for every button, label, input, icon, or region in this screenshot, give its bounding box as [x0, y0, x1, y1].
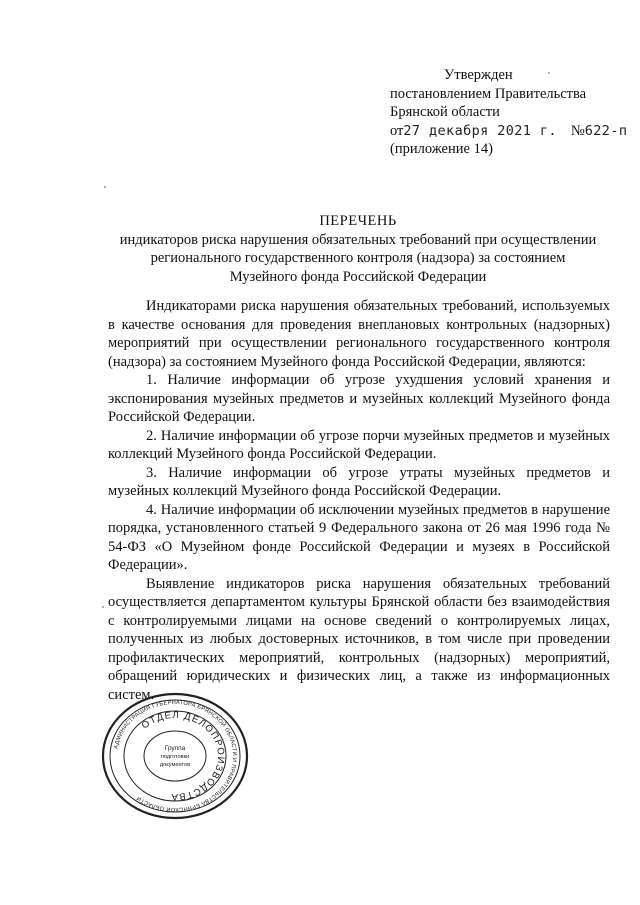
scan-speck [104, 186, 106, 188]
list-item: 2. Наличие информации об угрозе порчи музейных предметов и музейных коллекций Музейного фонда Российской Федерации. [108, 427, 610, 462]
scan-speck [102, 606, 104, 608]
date-value: 27 декабря 2021 г. [403, 122, 557, 139]
approval-title: Утвержден [444, 67, 513, 83]
approval-appendix: (приложение 14) [390, 141, 493, 157]
stamp-center-line-2: подготовки [160, 754, 190, 760]
intro-paragraph: Индикаторами риска нарушения обязательных требований, используемых в качестве основания для проведения внеплановых контрольных (надзорных) мероприятий при осуществлении регионального государственного контроля (надзора) за состоянием Музейного фонда Российской Федерации, являются: [108, 298, 610, 370]
stamp-center-line-3: документов [159, 762, 191, 768]
number-prefix: № [570, 122, 585, 139]
list-item: 4. Наличие информации об исключении музейных предметов в нарушение порядка, установленного статьей 9 Федерального закона от 26 мая 1996 года № 54-ФЗ «О Музейном фонде Российской Федерации и музеях в Российской Федерации». [108, 501, 610, 573]
list-item: 1. Наличие информации об угрозе ухудшения условий хранения и экспонирования музейных предметов и музейных коллекций Музейного фонда Российской Федерации. [108, 372, 610, 425]
scan-speck [548, 72, 550, 74]
heading-line-3: Музейного фонда Российской Федерации [229, 268, 487, 285]
number-value: 622-п [584, 122, 628, 139]
document-body [108, 297, 610, 704]
heading-line-2: регионального государственного контроля (надзора) за состоянием [150, 250, 566, 266]
heading-line-1: индикаторов риска нарушения обязательных требований при осуществлении [119, 231, 597, 248]
official-stamp [96, 690, 254, 822]
approval-decree: постановлением Правительства [390, 85, 587, 102]
closing-paragraph: Выявление индикаторов риска нарушения обязательных требований осуществляется департаментом культуры Брянской области без взаимодействия с контролируемыми лицами на основе сведений о контролируемых лицах, полученных из любых достоверных источников, в том числе при проведении профилактических мероприятий, контрольных (надзорных) мероприятий, обращений юридических и физических лиц, а также из информационных систем. [108, 575, 610, 703]
document-heading [108, 212, 608, 286]
list-item: 3. Наличие информации об угрозе утраты музейных предметов и музейных коллекций Музейного фонда Российской Федерации. [108, 464, 610, 499]
stamp-center-line-1: Группа [164, 745, 186, 752]
stamp-graphic [96, 690, 254, 822]
document-title: ПЕРЕЧЕНЬ [319, 213, 397, 229]
approval-date-line [390, 122, 630, 141]
stamp-outer-text: АДМИНИСТРАЦИЯ ГУБЕРНАТОРА БРЯНСКОЙ ОБЛАСТИ И ПРАВИТЕЛЬСТВА БРЯНСКОЙ ОБЛАСТИ [113, 699, 238, 813]
stamp-middle-text: ОТДЕЛ ДЕЛОПРОИЗВОДСТВА [139, 709, 227, 803]
approval-region: Брянской области [390, 104, 500, 120]
date-prefix: от [390, 122, 404, 139]
approval-block [390, 66, 630, 159]
